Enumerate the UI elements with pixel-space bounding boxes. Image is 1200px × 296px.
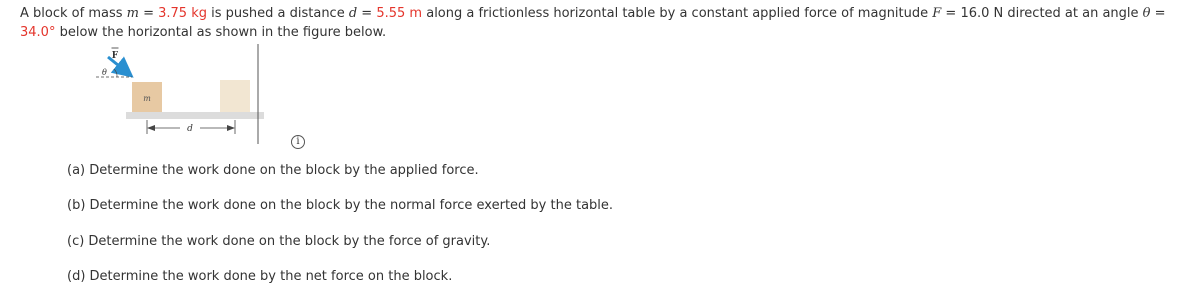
angle-label: θ [102, 68, 107, 77]
equals-2: = [357, 6, 377, 21]
equals-4: = [1150, 6, 1166, 21]
block-figure [88, 44, 278, 148]
question-d: (d) Determine the work done by the net force on the block. [67, 269, 453, 284]
angle-arc [114, 69, 117, 77]
problem-statement [20, 4, 1196, 42]
problem-text-2: is pushed a distance [206, 6, 349, 21]
distance-value: 5.55 m [376, 6, 423, 21]
mass-value: 3.75 kg [158, 6, 207, 21]
force-variable: F [932, 6, 942, 21]
equals-1: = [138, 6, 159, 21]
angle-value: 34.0° [20, 25, 56, 40]
question-a: (a) Determine the work done on the block by the applied force. [67, 163, 479, 178]
block-end [220, 80, 250, 112]
force-label: F [111, 51, 119, 61]
force-value-text: = 16.0 N directed at an angle [941, 6, 1143, 21]
table-surface [126, 112, 264, 119]
mass-label: m [143, 94, 151, 103]
question-c: (c) Determine the work done on the block by the force of gravity. [67, 234, 491, 249]
info-icon[interactable]: i [291, 135, 305, 149]
mass-variable: m [126, 6, 139, 21]
distance-label: d [187, 124, 193, 134]
question-b: (b) Determine the work done on the block by the normal force exerted by the table. [67, 198, 614, 213]
problem-text-1: A block of mass [20, 6, 127, 21]
distance-variable: d [348, 6, 358, 21]
problem-text-4: below the horizontal as shown in the figure below. [55, 25, 387, 40]
problem-text-3: along a frictionless horizontal table by a constant applied force of magnitude [422, 6, 933, 21]
angle-variable: θ [1142, 6, 1151, 21]
